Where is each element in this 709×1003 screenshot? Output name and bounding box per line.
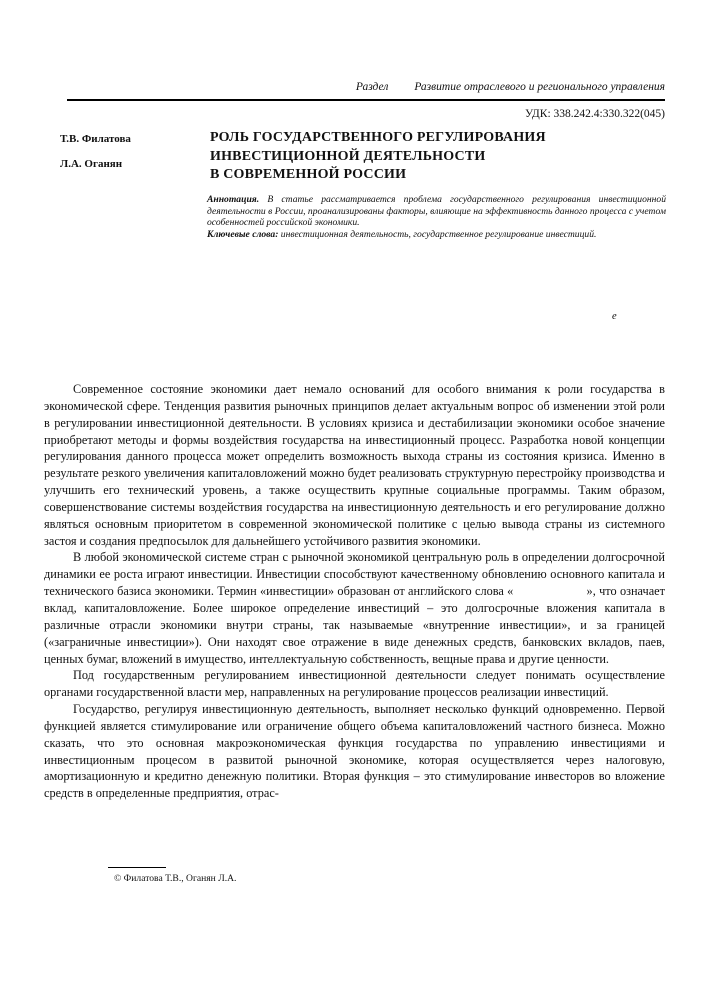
section-title: Развитие отраслевого и регионального управления <box>414 81 665 93</box>
abstract-paragraph <box>207 194 666 229</box>
author-name: Л.А. Оганян <box>60 158 123 170</box>
abstract-block <box>207 194 666 240</box>
section-label: Раздел <box>355 81 389 93</box>
keywords-label: Ключевые слова: <box>207 228 279 240</box>
article-body <box>44 381 665 802</box>
article-title <box>210 129 675 185</box>
body-paragraph: Современное состояние экономики дает немало оснований для особого внимания к роли государства в экономической сфере. Тенденция развития рыночных принципов делает актуальным вопрос об изменении этой роли в регулировании инвестиционной деятельности. В условиях кризиса и дестабилизации экономики особое значение приобретают методы и формы воздействия государства на инвестиционный процесс. Разработка новой концепции регулирования данного процесса может определить возможность выхода страны из состояния кризиса. Именно в результате резкого увеличения капиталовложений можно будет реализовать структурную перестройку производства и улучшить его технический уровень, а также осуществить крупные социальные программы. Таким образом, совершенствование системы воздействия государства на инвестиционную деятельность и его регулирование должно являться основным приоритетом в современной экономической политике с целью вывода страны из системного застоя и создания предпосылок для дальнейшего устойчивого развития экономики. <box>44 382 665 548</box>
article-title-line: ИНВЕСТИЦИОННОЙ ДЕЯТЕЛЬНОСТИ <box>210 148 486 164</box>
stray-character: е <box>612 311 617 322</box>
keywords-paragraph <box>207 229 666 241</box>
running-head <box>356 81 665 93</box>
footnote-rule <box>108 867 166 868</box>
header-rule <box>67 99 665 101</box>
article-title-line: РОЛЬ ГОСУДАРСТВЕННОГО РЕГУЛИРОВАНИЯ <box>210 130 546 145</box>
body-paragraph: В любой экономической системе стран с рыночной экономикой центральную роль в определении долгосрочной динамики ее роста играют инвестиции. Инвестиции способствуют качественному обновлению основного капитала и технического базиса экономики. Термин «инвестиции» образован от английского слова « », что означает вклад, капиталовложение. Более широкое определение инвестиций – это долгосрочные вложения капитала в различные отрасли экономики внутри страны, так называемые «внутренние инвестиции», и за границей («заграничные инвестиции»). Они находят свое отражение в виде денежных средств, банковских вкладов, паев, ценных бумаг, вложений в имущество, интеллектуальную собственность, вещные права и другие ценности. <box>44 550 665 666</box>
article-title-line: В СОВРЕМЕННОЙ РОССИИ <box>210 167 407 183</box>
keywords-text: инвестиционная деятельность, государственное регулирование инвестиций. <box>278 228 597 240</box>
body-paragraph: Под государственным регулированием инвестиционной деятельности следует понимать осуществление органами государственной власти мер, направленных на регулирование процессов реализации инвестиций. <box>44 668 665 700</box>
body-paragraph: Государство, регулируя инвестиционную деятельность, выполняет несколько функций одновременно. Первой функцией является стимулирование или ограничение общего объема капиталовложений частного бизнеса. Можно сказать, что это основная макроэкономическая функция государства по управлению инвестициями и инвестиционным процесом в развитой рыночной экономике, которая осуществляется через налоговую, амортизационную и кредитно денежную политики. Вторая функция – это стимулирование инвесторов во вложение средств в определенные предприятия, отрас- <box>44 702 665 801</box>
author-name: Т.В. Филатова <box>60 133 131 145</box>
abstract-text: В статье рассматривается проблема государственного регулирования инвестиционной деятельности в России, проанализированы факторы, влияющие на эффективность данного процесса с учетом особенностей российской экономики. <box>207 194 666 229</box>
copyright-footnote: © Филатова Т.В., Оганян Л.А. <box>114 873 237 884</box>
udc-code: УДК: 338.242.4:330.322(045) <box>524 108 665 120</box>
abstract-label: Аннотация. <box>207 194 260 205</box>
